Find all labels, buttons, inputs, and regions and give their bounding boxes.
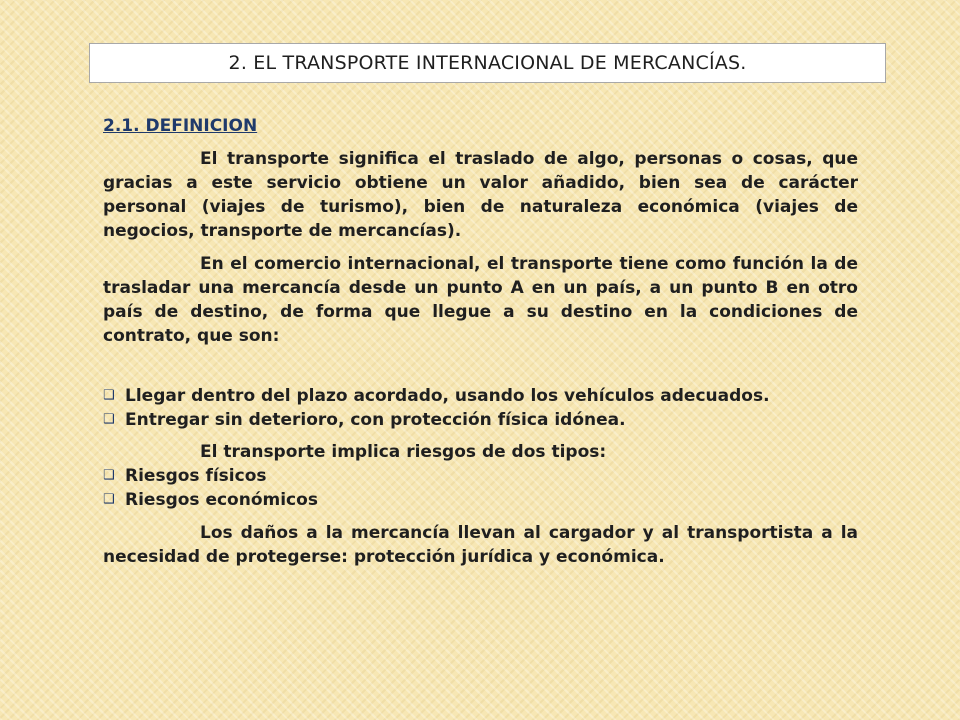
hollow-square-bullet-icon: ❑ — [103, 492, 115, 507]
list-item-risk-2 — [103, 488, 858, 512]
condition-text-1: Llegar dentro del plazo acordado, usando los vehículos adecuados. — [125, 386, 770, 406]
paragraph-definition: El transporte significa el traslado de algo, personas o cosas, que gracias a este servicio obtiene un valor añadido, bien sea de carácter personal (viajes de turismo), bien de naturaleza económica (viajes de negocios, transporte de mercancías). — [103, 149, 858, 241]
section-heading: 2.1. DEFINICION — [103, 116, 258, 136]
list-item-condition-1 — [103, 384, 858, 408]
risk-text-2: Riesgos económicos — [125, 490, 318, 510]
list-item-condition-2 — [103, 408, 858, 432]
condition-text-2: Entregar sin deterioro, con protección física idónea. — [125, 410, 626, 430]
hollow-square-bullet-icon: ❑ — [103, 468, 115, 483]
paragraph-risks-intro: El transporte implica riesgos de dos tipos: — [200, 442, 607, 462]
paragraph-international-trade: En el comercio internacional, el transporte tiene como función la de trasladar una mercancía desde un punto A en un país, a un punto B en otro país de destino, de forma que llegue a su destino en la condiciones de contrato, que son: — [103, 254, 858, 346]
hollow-square-bullet-icon: ❑ — [103, 388, 115, 403]
paragraph-protection: Los daños a la mercancía llevan al cargador y al transportista a la necesidad de protegerse: protección jurídica y económica. — [103, 523, 858, 567]
risk-text-1: Riesgos físicos — [125, 466, 267, 486]
slide-title-box — [89, 43, 886, 83]
slide-body — [103, 114, 858, 569]
slide-title: 2. EL TRANSPORTE INTERNACIONAL DE MERCANCÍAS. — [228, 52, 747, 74]
hollow-square-bullet-icon: ❑ — [103, 412, 115, 427]
list-item-risk-1 — [103, 464, 858, 488]
